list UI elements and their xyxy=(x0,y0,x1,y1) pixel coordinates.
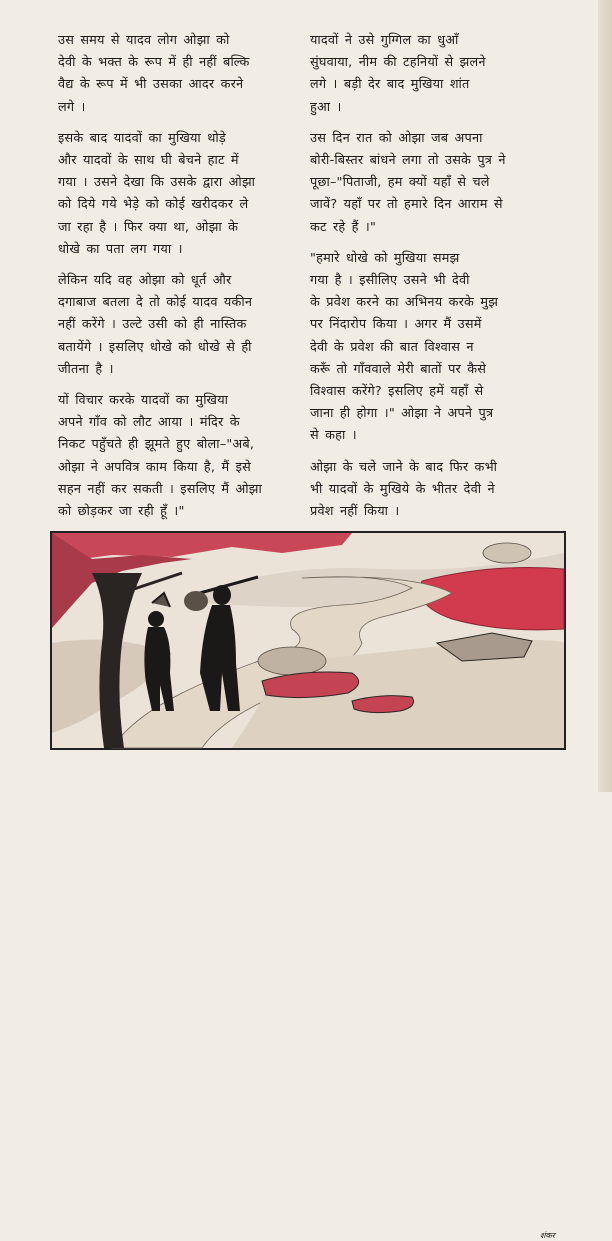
text-line: यों विचार करके यादवों का मुखिया xyxy=(58,393,229,409)
text-line: अपने गाँव को लौट आया । मंदिर के xyxy=(58,415,240,431)
text-line: से कहा । xyxy=(310,428,357,444)
text-line: के प्रवेश करने का अभिनय करके मुझ xyxy=(310,295,499,311)
left-paragraph-4 xyxy=(58,390,308,523)
text-line: भी यादवों के मुखिये के भीतर देवी ने xyxy=(310,481,495,497)
text-line: करूँ तो गाँववाले मेरी बातों पर कैसे xyxy=(310,361,487,377)
son-head xyxy=(148,611,164,627)
text-line: सुंघवाया, नीम की टहनियों से झलने xyxy=(310,55,486,71)
text-line: प्रवेश नहीं किया । xyxy=(310,504,400,520)
text-line: जा रहा है । फिर क्या था, ओझा के xyxy=(58,219,239,235)
text-line: जाना ही होगा ।" ओझा ने अपने पुत्र xyxy=(310,406,494,422)
text-line: विश्वास करेंगे? इसलिए हमें यहाँ से xyxy=(310,384,484,400)
text-line: हुआ । xyxy=(310,99,342,115)
text-line: जावें? यहाँ पर तो हमारे दिन आराम से xyxy=(310,197,503,213)
text-line: कट रहे हैं ।" xyxy=(310,219,377,235)
right-paragraph-2 xyxy=(310,128,560,239)
text-line: इसके बाद यादवों का मुखिया थोड़े xyxy=(58,130,226,146)
text-line: पूछा–"पिताजी, हम क्यों यहाँ से चले xyxy=(310,175,490,191)
text-line: वैद्य के रूप में भी उसका आदर करने xyxy=(58,77,244,93)
right-paragraph-3 xyxy=(310,248,560,448)
text-line: ओझा के चले जाने के बाद फिर कभी xyxy=(310,459,498,475)
text-line: देवी के प्रवेश की बात विश्वास न xyxy=(310,339,474,355)
bundle xyxy=(184,591,208,611)
text-line: देवी के भक्त के रूप में ही नहीं बल्कि xyxy=(58,55,250,71)
text-line: गया । उसने देखा कि उसके द्वारा ओझा xyxy=(58,175,256,191)
text-line: और यादवों के साथ घी बेचने हाट में xyxy=(58,153,239,169)
text-line: यादवों ने उसे गुग्गिल का धुआँ xyxy=(310,33,459,48)
story-illustration xyxy=(50,531,566,1240)
text-line: को दिये गये भेड़े को कोई खरीदकर ले xyxy=(58,197,249,213)
left-paragraph-1 xyxy=(58,30,308,119)
text-line: निकट पहुँचते ही झूमते हुए बोला–"अबे, xyxy=(58,437,255,453)
text-line: उस समय से यादव लोग ओझा को xyxy=(58,33,230,48)
text-line: गया है । इसीलिए उसने भी देवी xyxy=(310,273,470,289)
text-line: लेकिन यदि वह ओझा को धूर्त और xyxy=(58,273,232,289)
text-line: लगे । xyxy=(58,99,86,115)
artist-signature: शंकर xyxy=(540,1231,555,1240)
left-text-column xyxy=(58,30,308,532)
illustration-scene xyxy=(52,533,564,748)
text-line: ओझा ने अपवित्र काम किया है, मैं इसे xyxy=(58,459,251,475)
left-paragraph-2 xyxy=(58,128,308,261)
text-line: धोखे का पता लग गया । xyxy=(58,241,183,257)
text-line: जीतना है । xyxy=(58,361,114,377)
text-line: लगे । बड़ी देर बाद मुखिया शांत xyxy=(310,77,470,93)
distant-bush xyxy=(483,543,531,563)
text-line: को छोड़कर जा रही हूँ ।" xyxy=(58,504,185,520)
right-paragraph-1 xyxy=(310,30,560,119)
bush xyxy=(258,647,326,675)
right-text-column xyxy=(310,30,560,532)
text-line: पर निंदारोप किया । अगर मैं उसमें xyxy=(310,317,482,333)
text-line: सहन नहीं कर सकती । इसलिए मैं ओझा xyxy=(58,481,262,497)
text-line: उस दिन रात को ओझा जब अपना xyxy=(310,130,483,146)
left-paragraph-3 xyxy=(58,270,308,381)
text-line: नहीं करेंगे । उल्टे उसी को ही नास्तिक xyxy=(58,317,247,333)
text-line: दगाबाज बतला दे तो कोई यादव यकीन xyxy=(58,295,253,311)
text-line: "हमारे धोखे को मुखिया समझ xyxy=(310,250,460,266)
right-paragraph-4 xyxy=(310,457,560,524)
text-line: बतायेंगे । इसलिए धोखे को धोखे से ही xyxy=(58,339,252,355)
page-edge xyxy=(598,0,612,792)
text-line: बोरी-बिस्तर बांधने लगा तो उसके पुत्र ने xyxy=(310,153,506,169)
